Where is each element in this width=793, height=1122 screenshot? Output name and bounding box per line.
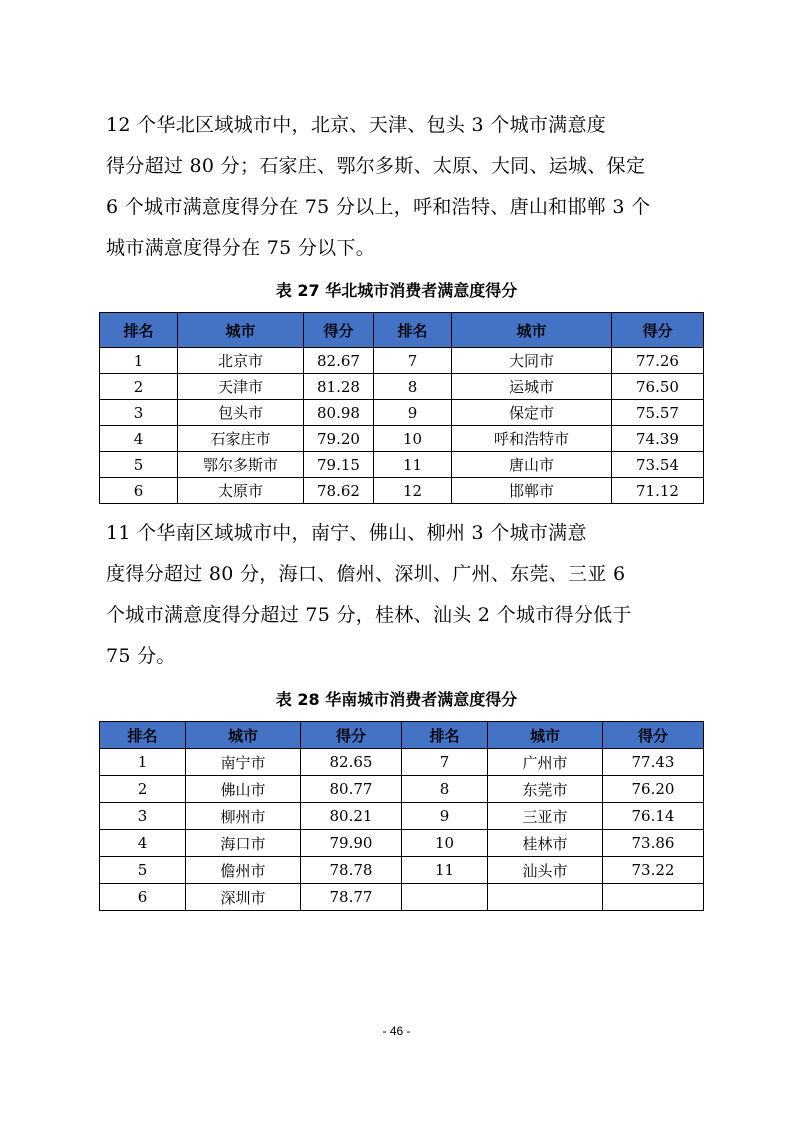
table-cell: 3 [100, 803, 186, 830]
table-row [100, 374, 704, 400]
table-cell: 82.65 [301, 749, 402, 776]
table-cell: 唐山市 [452, 452, 612, 478]
table-row [100, 776, 704, 803]
paragraph-line: 6 个城市满意度得分在 75 分以上，呼和浩特、唐山和邯郸 3 个 [106, 196, 651, 218]
table-cell: 9 [374, 400, 452, 426]
column-header: 城市 [178, 313, 304, 348]
column-header: 城市 [452, 313, 612, 348]
table-cell: 76.50 [612, 374, 704, 400]
paragraph-line: 度得分超过 80 分，海口、儋州、深圳、广州、东莞、三亚 6 [106, 563, 626, 585]
table-cell: 12 [374, 478, 452, 504]
paragraph-line: 得分超过 80 分；石家庄、鄂尔多斯、太原、大同、运城、保定 [106, 155, 646, 177]
table-row [100, 749, 704, 776]
table-cell: 78.62 [304, 478, 374, 504]
table-cell: 10 [374, 426, 452, 452]
north-china-satisfaction-table [99, 312, 704, 504]
table-cell: 7 [374, 348, 452, 374]
column-header: 排名 [374, 313, 452, 348]
table-row [100, 348, 704, 374]
table-cell: 呼和浩特市 [452, 426, 612, 452]
table-cell: 汕头市 [488, 857, 603, 884]
column-header: 得分 [301, 722, 402, 749]
table-row [100, 857, 704, 884]
table-cell: 运城市 [452, 374, 612, 400]
table-cell: 3 [100, 400, 178, 426]
page-number: - 46 - [382, 1024, 411, 1038]
table-cell: 79.15 [304, 452, 374, 478]
table-cell: 4 [100, 830, 186, 857]
table-row [100, 830, 704, 857]
table-cell: 76.20 [603, 776, 704, 803]
table-cell: 73.54 [612, 452, 704, 478]
column-header: 城市 [186, 722, 301, 749]
table-cell: 南宁市 [186, 749, 301, 776]
table-cell: 6 [100, 884, 186, 911]
paragraph-line: 个城市满意度得分超过 75 分，桂林、汕头 2 个城市得分低于 [106, 604, 632, 626]
paragraph-line: 城市满意度得分在 75 分以下。 [106, 237, 376, 259]
table-cell: 9 [402, 803, 488, 830]
table-cell: 79.90 [301, 830, 402, 857]
table-28-caption: 表 28 华南城市消费者满意度得分 [275, 690, 518, 709]
south-china-satisfaction-table [99, 721, 704, 911]
table-cell: 5 [100, 857, 186, 884]
table-cell: 75.57 [612, 400, 704, 426]
table-cell: 北京市 [178, 348, 304, 374]
table-cell: 太原市 [178, 478, 304, 504]
table-cell: 10 [402, 830, 488, 857]
table-cell: 深圳市 [186, 884, 301, 911]
table-cell: 邯郸市 [452, 478, 612, 504]
table-cell: 74.39 [612, 426, 704, 452]
table-cell: 77.26 [612, 348, 704, 374]
column-header: 排名 [100, 722, 186, 749]
table-cell: 2 [100, 374, 178, 400]
table-cell: 77.43 [603, 749, 704, 776]
table-cell: 8 [374, 374, 452, 400]
table-cell: 82.67 [304, 348, 374, 374]
table-cell: 海口市 [186, 830, 301, 857]
table-cell: 4 [100, 426, 178, 452]
table-cell: 73.22 [603, 857, 704, 884]
table-cell: 80.98 [304, 400, 374, 426]
table-cell: 2 [100, 776, 186, 803]
paragraph-line: 12 个华北区域城市中，北京、天津、包头 3 个城市满意度 [106, 114, 607, 136]
table-cell [488, 884, 603, 911]
table-cell: 广州市 [488, 749, 603, 776]
table-row [100, 884, 704, 911]
table-cell: 80.77 [301, 776, 402, 803]
table-cell: 三亚市 [488, 803, 603, 830]
column-header: 得分 [603, 722, 704, 749]
table-cell: 1 [100, 348, 178, 374]
column-header: 排名 [402, 722, 488, 749]
table-cell: 1 [100, 749, 186, 776]
table-cell: 73.86 [603, 830, 704, 857]
column-header: 排名 [100, 313, 178, 348]
table-cell: 儋州市 [186, 857, 301, 884]
table-row [100, 400, 704, 426]
paragraph-north-china [106, 105, 696, 269]
column-header: 得分 [304, 313, 374, 348]
table-cell: 佛山市 [186, 776, 301, 803]
table-cell: 11 [402, 857, 488, 884]
table-cell: 柳州市 [186, 803, 301, 830]
table-row [100, 803, 704, 830]
table-cell: 包头市 [178, 400, 304, 426]
table-row [100, 478, 704, 504]
table-cell: 鄂尔多斯市 [178, 452, 304, 478]
column-header: 得分 [612, 313, 704, 348]
table-cell: 桂林市 [488, 830, 603, 857]
table-cell [402, 884, 488, 911]
table-cell: 80.21 [301, 803, 402, 830]
table-cell: 天津市 [178, 374, 304, 400]
table-cell: 保定市 [452, 400, 612, 426]
paragraph-south-china [106, 513, 696, 677]
table-cell: 71.12 [612, 478, 704, 504]
table-cell: 78.77 [301, 884, 402, 911]
table-cell: 8 [402, 776, 488, 803]
column-header: 城市 [488, 722, 603, 749]
table-cell [603, 884, 704, 911]
table-27-caption: 表 27 华北城市消费者满意度得分 [275, 281, 518, 300]
table-cell: 81.28 [304, 374, 374, 400]
table-cell: 石家庄市 [178, 426, 304, 452]
table-row [100, 452, 704, 478]
paragraph-line: 75 分。 [106, 645, 176, 667]
table-cell: 79.20 [304, 426, 374, 452]
table-cell: 东莞市 [488, 776, 603, 803]
table-cell: 5 [100, 452, 178, 478]
table-cell: 78.78 [301, 857, 402, 884]
table-cell: 76.14 [603, 803, 704, 830]
table-cell: 11 [374, 452, 452, 478]
table-cell: 大同市 [452, 348, 612, 374]
paragraph-line: 11 个华南区域城市中，南宁、佛山、柳州 3 个城市满意 [106, 522, 587, 544]
table-row [100, 426, 704, 452]
table-cell: 7 [402, 749, 488, 776]
table-cell: 6 [100, 478, 178, 504]
